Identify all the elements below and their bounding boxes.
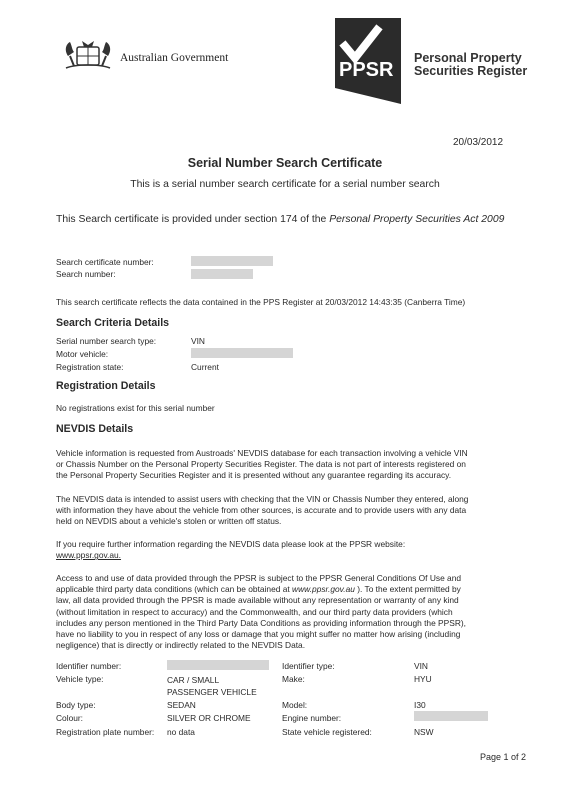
registration-state-label: Registration state:	[56, 362, 124, 372]
vehicle-type-label: Vehicle type:	[56, 674, 104, 684]
identifier-type-label: Identifier type:	[282, 661, 335, 671]
colour-label: Colour:	[56, 713, 83, 723]
search-number-redacted	[191, 269, 253, 279]
text-line: includes any person mentioned in the Third Party Data Conditions as providing information through the PPSR),	[56, 617, 466, 628]
nevdis-paragraph-2	[56, 494, 521, 528]
ppsr-logo-text: PPSR	[339, 59, 394, 81]
cert-number-label: Search certificate number:	[56, 257, 154, 267]
search-type-value: VIN	[191, 336, 205, 346]
text-part: ). To the extent permitted by	[354, 584, 461, 595]
text-line	[56, 584, 521, 595]
text-line: law, all data provided through the PPSR is made available without any representation or warranty of any kind	[56, 595, 459, 606]
make-value: HYU	[414, 674, 432, 684]
nevdis-heading: NEVDIS Details	[56, 423, 134, 435]
registration-text: No registrations exist for this serial number	[56, 403, 215, 413]
text-line: have no liability to you in respect of any loss or damage that you might suffer no matter how arising (including	[56, 629, 461, 640]
government-name: Australian Government	[120, 52, 229, 64]
text-line: Vehicle information is requested from Austroads' NEVDIS database for each transaction involving a vehicle VIN	[56, 448, 468, 458]
text-line: PASSENGER VEHICLE	[167, 687, 257, 697]
ppsr-website-link[interactable]: www.ppsr.gov.au.	[56, 550, 122, 561]
text-line: If you require further information regarding the NEVDIS data please look at the PPSR website:	[56, 539, 406, 549]
model-label: Model:	[282, 700, 308, 710]
page-subtitle: This is a serial number search certificate for a serial number search	[130, 179, 440, 190]
state-registered-value: NSW	[414, 727, 434, 737]
identifier-number-label: Identifier number:	[56, 661, 122, 671]
identifier-type-value: VIN	[414, 661, 428, 671]
text-line: The NEVDIS data is intended to assist users with checking that the VIN or Chassis Number they entered, along	[56, 494, 469, 504]
ppsr-website-link-inline[interactable]: www.ppsr.gov.au	[292, 584, 355, 595]
text-line: Access to and use of data provided through the PPSR is subject to the PPSR General Conditions Of Use and	[56, 573, 462, 583]
colour-value: SILVER OR CHROME	[167, 713, 251, 723]
intro-act-name: Personal Property Securities Act 2009	[329, 214, 505, 225]
text-line: negligence) that is directly or indirectly related to the NEVDIS Data.	[56, 640, 306, 651]
plate-number-value: no data	[167, 727, 195, 737]
motor-vehicle-redacted	[191, 348, 293, 358]
ppsr-name-line1: Personal Property	[414, 51, 522, 65]
body-type-label: Body type:	[56, 700, 96, 710]
ppsr-name	[414, 52, 527, 78]
text-line: CAR / SMALL	[167, 675, 220, 685]
intro-text	[56, 213, 526, 227]
coat-of-arms-icon	[60, 38, 116, 72]
text-line: with information they have about the vehicle from other sources, is accurate and to provide users with any data	[56, 505, 467, 516]
nevdis-paragraph-4	[56, 573, 521, 651]
engine-number-label: Engine number:	[282, 713, 342, 723]
cert-number-redacted	[191, 256, 273, 266]
ppsr-logo-icon	[331, 18, 405, 104]
search-number-label: Search number:	[56, 269, 116, 279]
text-part: applicable third party data conditions (which can be obtained at	[56, 584, 293, 595]
state-registered-label: State vehicle registered:	[282, 727, 372, 737]
text-line: (without limitation in respect to accuracy) and the Commonwealth, and our third party data providers (which	[56, 606, 453, 617]
text-line: held on NEVDIS about a vehicle's stolen or written off status.	[56, 516, 282, 527]
ppsr-name-line2: Securities Register	[414, 64, 528, 78]
identifier-number-redacted	[167, 660, 269, 670]
search-type-label: Serial number search type:	[56, 336, 157, 346]
engine-number-redacted	[414, 711, 488, 721]
vehicle-type-value	[167, 674, 257, 698]
page-title: Serial Number Search Certificate	[187, 156, 383, 170]
page-number: Page 1 of 2	[480, 752, 527, 762]
model-value: I30	[414, 700, 426, 710]
registration-state-value: Current	[191, 362, 219, 372]
nevdis-paragraph-1	[56, 448, 521, 482]
nevdis-paragraph-3	[56, 539, 521, 561]
certificate-date: 20/03/2012	[453, 137, 504, 148]
make-label: Make:	[282, 674, 305, 684]
registration-heading: Registration Details	[56, 380, 156, 392]
plate-number-label: Registration plate number:	[56, 727, 155, 737]
intro-body: This Search certificate is provided under section 174 of the	[56, 214, 330, 225]
text-line: the Personal Property Securities Register and it is presented without any guarantee regarding its accuracy.	[56, 470, 452, 481]
text-line: or Chassis Number on the Personal Property Securities Register. The data is not part of interests registered on	[56, 459, 466, 470]
motor-vehicle-label: Motor vehicle:	[56, 349, 109, 359]
search-criteria-heading: Search Criteria Details	[56, 317, 170, 329]
body-type-value: SEDAN	[167, 700, 196, 710]
register-timestamp-text: This search certificate reflects the data contained in the PPS Register at 20/03/2012 14:43:35 (Canberra Time)	[56, 297, 466, 307]
